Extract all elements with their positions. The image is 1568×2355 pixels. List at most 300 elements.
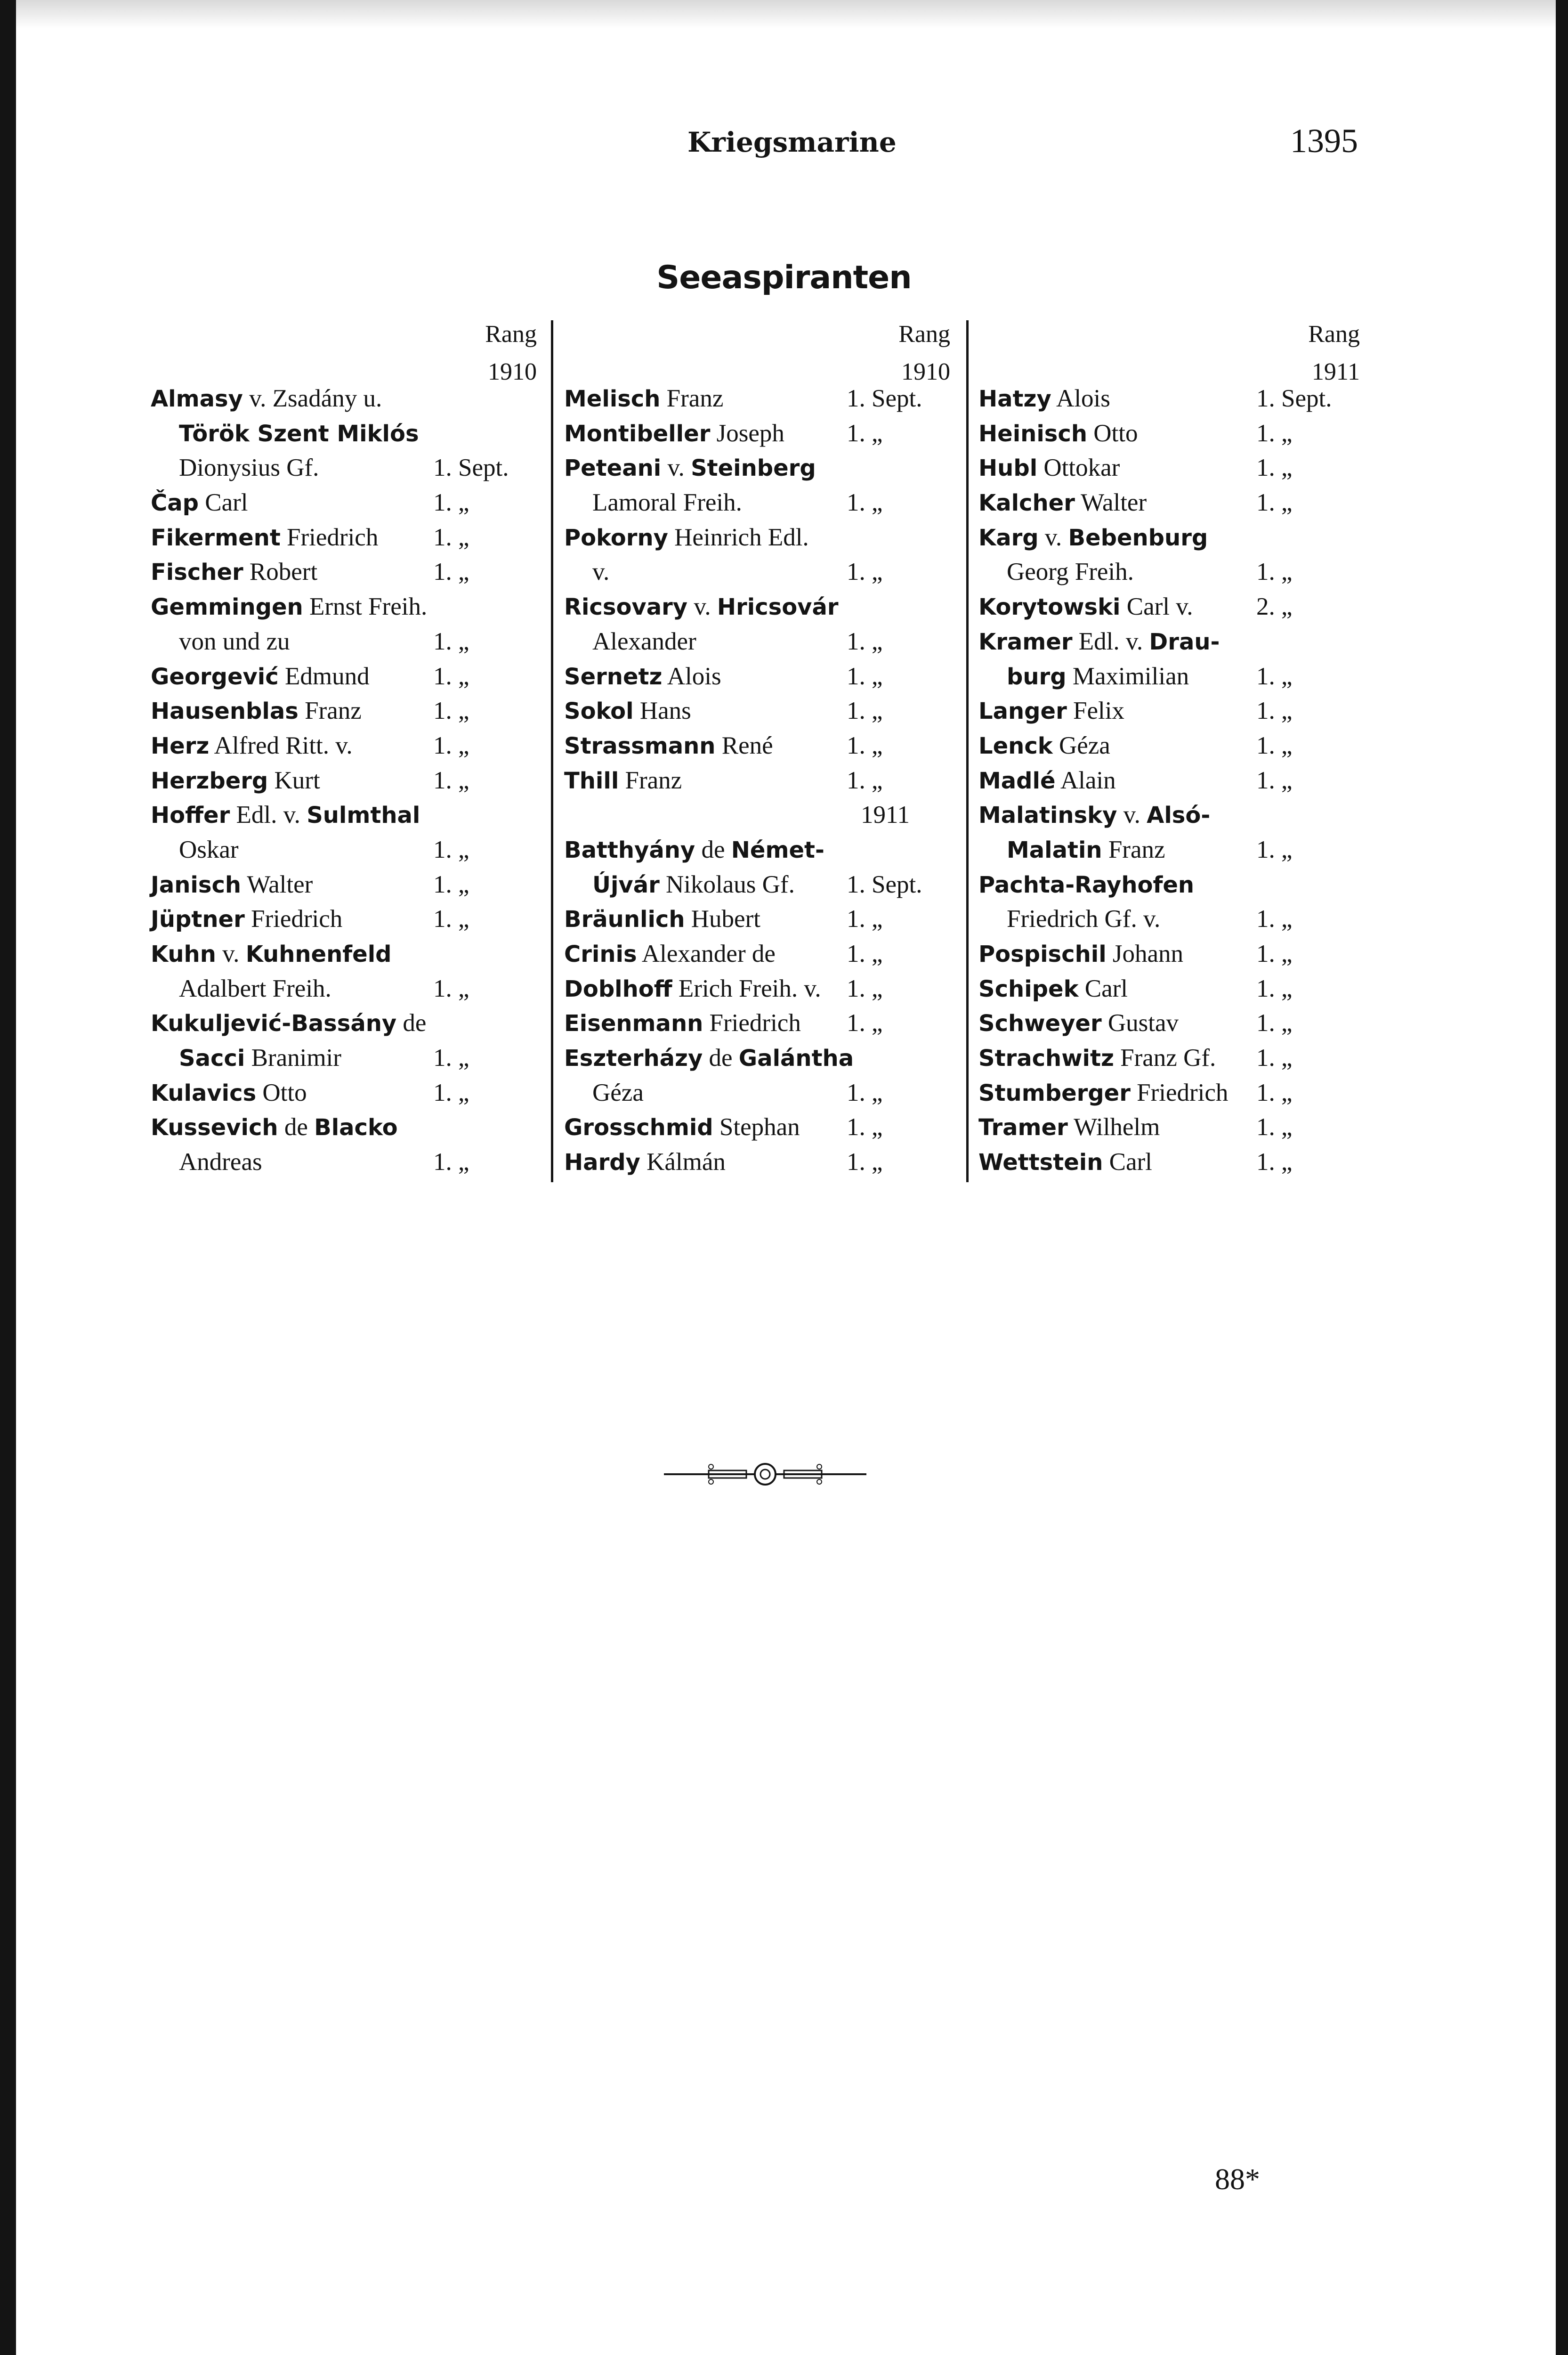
surname-bold: Pokorny	[564, 524, 668, 551]
surname-bold: Német-	[731, 836, 824, 863]
rang-date: 1. „	[1256, 766, 1293, 794]
entry-list	[978, 382, 1379, 1180]
entry-name	[151, 868, 313, 903]
rang-date: 1. „	[433, 627, 469, 655]
surname-bold: Kuhn	[151, 941, 216, 967]
list-item	[151, 798, 542, 833]
given-name: Hubert	[685, 905, 760, 933]
given-name: Edmund	[278, 662, 370, 690]
rang-date: 1. „	[847, 489, 883, 517]
entry-name	[1007, 659, 1189, 695]
entry-name	[564, 833, 824, 868]
rang-date: 1. „	[847, 940, 883, 967]
running-header	[0, 122, 1568, 169]
rang-year: 1910	[901, 358, 950, 385]
surname-bold: Hricsovár	[717, 594, 839, 621]
entry-name	[151, 1006, 426, 1041]
rang-date: 1. „	[1256, 558, 1293, 586]
surname-bold: Ricsovary	[564, 594, 688, 621]
entry-name	[978, 729, 1110, 764]
surname-bold: Madlé	[978, 767, 1056, 794]
given-name: Alfred Ritt. v.	[209, 731, 353, 759]
given-name: Kurt	[268, 766, 320, 794]
entry-name	[564, 729, 773, 764]
list-item	[151, 555, 542, 590]
given-name: Friedrich	[244, 905, 343, 933]
list-item	[151, 625, 542, 659]
entry-name	[978, 937, 1183, 972]
surname-bold: Sulmthal	[307, 802, 420, 829]
list-item	[978, 1110, 1379, 1145]
surname-bold: Hoffer	[151, 802, 230, 829]
entry-name	[978, 798, 1210, 833]
given-name: Lamoral Freih.	[592, 489, 742, 517]
rang-date: 1. „	[433, 974, 469, 1002]
list-item	[151, 486, 542, 520]
surname-bold: Strachwitz	[978, 1045, 1114, 1072]
given-name: Erich Freih. v.	[672, 974, 821, 1002]
entry-name	[179, 625, 290, 659]
list-item	[978, 902, 1379, 937]
entry-name	[179, 972, 331, 1007]
rang-date: 1. „	[847, 697, 883, 725]
given-name: Alois	[1051, 385, 1110, 412]
surname-bold: Kulavics	[151, 1080, 257, 1106]
given-name: Branimir	[245, 1044, 341, 1072]
rang-date: 1. „	[433, 1044, 469, 1072]
list-item	[978, 937, 1379, 972]
given-name: Oskar	[179, 836, 239, 863]
entry-name	[564, 972, 821, 1007]
rang-date: 1. „	[433, 905, 469, 933]
list-item	[978, 729, 1379, 763]
rang-year: 1911	[1311, 358, 1360, 385]
list-item	[978, 520, 1379, 555]
given-name: Carl	[198, 489, 248, 517]
entry-name	[978, 1076, 1228, 1111]
running-title: Kriegsmarine	[687, 126, 897, 158]
surname-bold: Eszterházy	[564, 1045, 703, 1072]
given-name: Franz Gf.	[1114, 1044, 1216, 1072]
given-name: v.	[216, 940, 246, 967]
given-name: v.	[1117, 801, 1147, 829]
entry-name	[151, 659, 370, 695]
list-item	[564, 590, 955, 625]
surname-bold: Korytowski	[978, 594, 1121, 621]
entry-name	[564, 416, 784, 452]
rang-date: 1. „	[1256, 454, 1293, 482]
surname-bold: Stumberger	[978, 1080, 1131, 1106]
column-3	[978, 311, 1379, 1180]
rang-date: 1. „	[1256, 697, 1293, 725]
given-name: von und zu	[179, 627, 290, 655]
given-name: Joseph	[710, 419, 784, 447]
entry-name	[978, 625, 1220, 660]
entry-name	[151, 694, 362, 729]
given-name: Otto	[1087, 419, 1138, 447]
entry-name	[978, 486, 1147, 521]
rang-date: 1. „	[1256, 836, 1293, 863]
rang-date: 1. „	[433, 489, 469, 517]
list-item	[564, 1110, 955, 1145]
rang-date: 1. „	[1256, 974, 1293, 1002]
given-name: Otto	[256, 1079, 307, 1106]
given-name: Dionysius Gf.	[179, 454, 319, 482]
list-item	[564, 1145, 955, 1180]
surname-bold: Pachta-Rayhofen	[978, 871, 1195, 898]
list-item	[978, 451, 1379, 486]
list-item	[978, 833, 1379, 868]
entry-name	[1007, 902, 1160, 937]
list-item	[151, 1110, 542, 1145]
rang-date: 1. „	[847, 731, 883, 759]
given-name: Robert	[243, 558, 318, 586]
given-name: Franz	[619, 766, 682, 794]
column-rule	[966, 320, 969, 1182]
entry-name	[978, 1145, 1152, 1180]
given-name: Kálmán	[640, 1148, 726, 1176]
entry-name	[564, 451, 816, 486]
surname-bold: Almasy	[151, 386, 243, 412]
surname-bold: Galántha	[738, 1045, 854, 1072]
given-name: Walter	[241, 870, 313, 898]
rang-date: 1. Sept.	[847, 385, 922, 412]
list-item	[978, 763, 1379, 798]
rang-date: 1. Sept.	[433, 454, 509, 482]
given-name: Alexander de	[637, 940, 776, 967]
surname-bold: Kalcher	[978, 490, 1075, 517]
list-item	[564, 1041, 955, 1076]
given-name: Maximilian	[1066, 662, 1189, 690]
entry-name	[978, 416, 1138, 452]
surname-bold: Jüptner	[151, 906, 245, 933]
surname-bold: Bräunlich	[564, 906, 685, 933]
given-name: Nikolaus Gf.	[659, 870, 795, 898]
entry-name	[564, 902, 760, 937]
list-item	[151, 659, 542, 694]
entry-name	[151, 555, 317, 590]
list-item	[151, 694, 542, 729]
surname-bold: Hatzy	[978, 386, 1051, 412]
rang-date: 1. „	[1256, 940, 1293, 967]
surname-bold: Gemmingen	[151, 594, 303, 621]
rang-date: 1. „	[1256, 731, 1293, 759]
entry-name	[179, 1041, 341, 1076]
list-item	[564, 937, 955, 972]
given-name: Franz	[660, 385, 724, 412]
rang-date: 1. „	[433, 1079, 469, 1106]
rang-date: 1. „	[847, 662, 883, 690]
entry-name	[592, 868, 795, 903]
entry-name	[564, 1041, 854, 1076]
page-top-shadow	[16, 0, 1556, 28]
rang-date: 1. „	[847, 1113, 883, 1141]
list-item	[978, 555, 1379, 590]
entry-name	[151, 937, 392, 972]
list-item	[564, 382, 955, 416]
rang-date: 1. „	[847, 419, 883, 447]
rang-date: 1. „	[1256, 489, 1293, 517]
rang-date: 1. „	[847, 1079, 883, 1106]
page-number: 1395	[1290, 122, 1358, 160]
surname-bold: Batthyány	[564, 836, 695, 863]
list-item	[564, 902, 955, 937]
rang-date: 1. „	[433, 836, 469, 863]
surname-bold: Grosschmid	[564, 1114, 713, 1141]
surname-bold: Kramer	[978, 628, 1073, 655]
given-name: v.	[592, 558, 610, 586]
list-item	[151, 972, 542, 1007]
given-name: Alois	[662, 662, 721, 690]
list-item	[978, 798, 1379, 833]
list-item	[151, 833, 542, 868]
surname-bold: Malatinsky	[978, 802, 1117, 829]
rang-date: 1. Sept.	[847, 870, 922, 898]
rang-date: 1. „	[847, 627, 883, 655]
list-item	[978, 416, 1379, 451]
list-item	[978, 486, 1379, 520]
entry-name	[151, 1110, 398, 1145]
given-name: Edl. v.	[1072, 627, 1149, 655]
surname-bold: Schweyer	[978, 1010, 1102, 1037]
entry-name	[151, 902, 342, 937]
given-name: Géza	[592, 1079, 644, 1106]
given-name: Franz	[298, 697, 362, 725]
list-item	[978, 625, 1379, 659]
entry-name	[1007, 833, 1165, 868]
given-name: Géza	[1052, 731, 1110, 759]
given-name: v.	[687, 593, 717, 621]
ornament-divider-icon	[664, 1460, 866, 1488]
entry-name	[151, 520, 378, 556]
list-item	[978, 1076, 1379, 1111]
surname-bold: Hausenblas	[151, 698, 299, 725]
rang-date: 1. „	[433, 697, 469, 725]
list-item	[151, 416, 542, 451]
given-name: v.	[1038, 523, 1068, 551]
list-item	[564, 416, 955, 451]
list-item	[564, 625, 955, 659]
column-rule	[551, 320, 553, 1182]
entry-name	[179, 833, 239, 868]
scan-border-right	[1556, 0, 1568, 2355]
list-item	[151, 1006, 542, 1041]
rang-date: 1. „	[433, 662, 469, 690]
surname-bold: Janisch	[151, 871, 242, 898]
given-name: de	[278, 1113, 315, 1141]
surname-bold: Sokol	[564, 698, 634, 725]
column-1	[151, 311, 542, 1180]
list-item	[978, 694, 1379, 729]
surname-bold: Lenck	[978, 732, 1053, 759]
surname-bold: Schipek	[978, 975, 1079, 1002]
entry-name	[151, 1076, 307, 1111]
surname-bold: Montibeller	[564, 420, 711, 447]
list-item	[151, 451, 542, 486]
entry-name	[564, 763, 682, 799]
surname-bold: Georgević	[151, 663, 279, 690]
entry-name	[564, 659, 721, 695]
given-name: v. Zsadány u.	[242, 385, 382, 412]
rang-date: 1. „	[433, 558, 469, 586]
given-name: Carl	[1103, 1148, 1152, 1176]
given-name: Alain	[1055, 766, 1116, 794]
rang-date: 1. „	[1256, 905, 1293, 933]
surname-bold: Eisenmann	[564, 1010, 703, 1037]
given-name: Georg Freih.	[1007, 558, 1134, 586]
rang-date: 1. „	[1256, 419, 1293, 447]
rang-date: 1. „	[1256, 662, 1293, 690]
rang-date: 1. „	[433, 731, 469, 759]
rang-header	[564, 311, 955, 385]
surname-bold: burg	[1007, 663, 1067, 690]
given-name: Walter	[1075, 489, 1147, 517]
surname-bold: Kukuljević-Bassány	[151, 1010, 397, 1037]
rang-date: 1. „	[1256, 1009, 1293, 1037]
surname-bold: Blacko	[314, 1114, 398, 1141]
rang-label: Rang	[485, 321, 537, 348]
list-item	[564, 972, 955, 1007]
rang-date: 1. Sept.	[1256, 385, 1332, 412]
list-item	[151, 520, 542, 555]
rang-date: 1. „	[433, 523, 469, 551]
given-name: Ottokar	[1037, 454, 1120, 482]
rang-date: 1. „	[847, 1009, 883, 1037]
list-item	[564, 833, 955, 868]
list-item	[564, 520, 955, 555]
surname-bold: Melisch	[564, 386, 661, 412]
surname-bold: Kuhnenfeld	[245, 941, 392, 967]
given-name: Friedrich	[280, 523, 379, 551]
given-name: de	[703, 1044, 739, 1072]
list-item	[564, 694, 955, 729]
rang-date: 1. „	[433, 766, 469, 794]
list-item	[564, 729, 955, 763]
surname-bold: Újvár	[592, 871, 660, 898]
entry-name	[592, 625, 696, 659]
given-name: Felix	[1067, 697, 1124, 725]
rang-date: 1. „	[433, 870, 469, 898]
entry-name	[978, 1041, 1216, 1076]
surname-bold: Hardy	[564, 1149, 640, 1176]
rang-date: 1. „	[433, 1148, 469, 1176]
list-item	[978, 868, 1379, 902]
entry-name	[978, 520, 1208, 556]
given-name: Edl. v.	[230, 801, 307, 829]
rang-date: 1. „	[847, 1148, 883, 1176]
given-name: Johann	[1106, 940, 1184, 967]
surname-bold: Herzberg	[151, 767, 268, 794]
surname-bold: Török Szent Miklós	[179, 420, 419, 447]
surname-bold: Kussevich	[151, 1114, 278, 1141]
rang-date: 1. „	[847, 558, 883, 586]
surname-bold: Tramer	[978, 1114, 1068, 1141]
entry-name	[151, 763, 320, 799]
list-item	[564, 763, 955, 798]
entry-name	[592, 555, 609, 590]
rang-date: 1. „	[847, 905, 883, 933]
rang-label: Rang	[1308, 321, 1360, 348]
entry-name	[564, 1145, 726, 1180]
list-item	[978, 1006, 1379, 1041]
list-item	[151, 382, 542, 416]
surname-bold: Fischer	[151, 559, 243, 586]
entry-name	[151, 486, 248, 521]
list-item	[564, 555, 955, 590]
surname-bold: Thill	[564, 767, 619, 794]
entry-name	[564, 590, 839, 625]
entry-name	[151, 382, 382, 417]
given-name: v.	[661, 454, 691, 482]
entry-name	[564, 1006, 801, 1041]
entry-name	[179, 416, 419, 452]
rang-date: 2. „	[1256, 593, 1293, 621]
list-item	[151, 1145, 542, 1180]
entry-name	[978, 868, 1194, 903]
list-item	[151, 1041, 542, 1076]
list-item	[978, 1041, 1379, 1076]
rang-header	[978, 311, 1379, 385]
surname-bold: Langer	[978, 698, 1067, 725]
given-name: de	[695, 836, 731, 863]
list-item	[564, 486, 955, 520]
entry-name	[564, 520, 809, 556]
surname-bold: Malatin	[1007, 836, 1102, 863]
rang-date: 1. „	[847, 974, 883, 1002]
surname-bold: Heinisch	[978, 420, 1087, 447]
column-2	[564, 311, 955, 1180]
year-divider	[564, 798, 955, 833]
given-name: Gustav	[1101, 1009, 1179, 1037]
surname-bold: Fikerment	[151, 524, 281, 551]
given-name: Andreas	[179, 1148, 262, 1176]
given-name: Friedrich	[1130, 1079, 1229, 1106]
list-item	[978, 590, 1379, 625]
list-item	[978, 659, 1379, 694]
entry-name	[592, 486, 742, 520]
rang-year-label: 1911	[861, 801, 910, 829]
surname-bold: Alsó-	[1147, 802, 1211, 829]
surname-bold: Sacci	[179, 1045, 245, 1072]
entry-name	[978, 590, 1193, 625]
list-item	[564, 868, 955, 902]
list-item	[564, 659, 955, 694]
given-name: Franz	[1102, 836, 1165, 863]
list-item	[978, 1145, 1379, 1180]
entry-name	[151, 729, 353, 764]
entry-name	[978, 972, 1128, 1007]
entry-name	[151, 798, 420, 833]
given-name: René	[715, 731, 773, 759]
entry-name	[978, 1110, 1160, 1145]
surname-bold: Karg	[978, 524, 1039, 551]
entry-name	[1007, 555, 1134, 590]
given-name: Friedrich	[703, 1009, 801, 1037]
entry-list	[564, 382, 955, 1180]
surname-bold: Strassmann	[564, 732, 716, 759]
entry-list	[151, 382, 542, 1180]
entry-name	[179, 451, 319, 486]
surname-bold: Hubl	[978, 455, 1038, 482]
surname-bold: Čap	[151, 490, 199, 517]
surname-bold: Herz	[151, 732, 210, 759]
entry-name	[564, 937, 776, 972]
entry-name	[564, 1110, 800, 1145]
scan-border-left	[0, 0, 16, 2355]
list-item	[151, 1076, 542, 1111]
rang-date: 1. „	[1256, 1044, 1293, 1072]
rang-date: 1. „	[1256, 1148, 1293, 1176]
